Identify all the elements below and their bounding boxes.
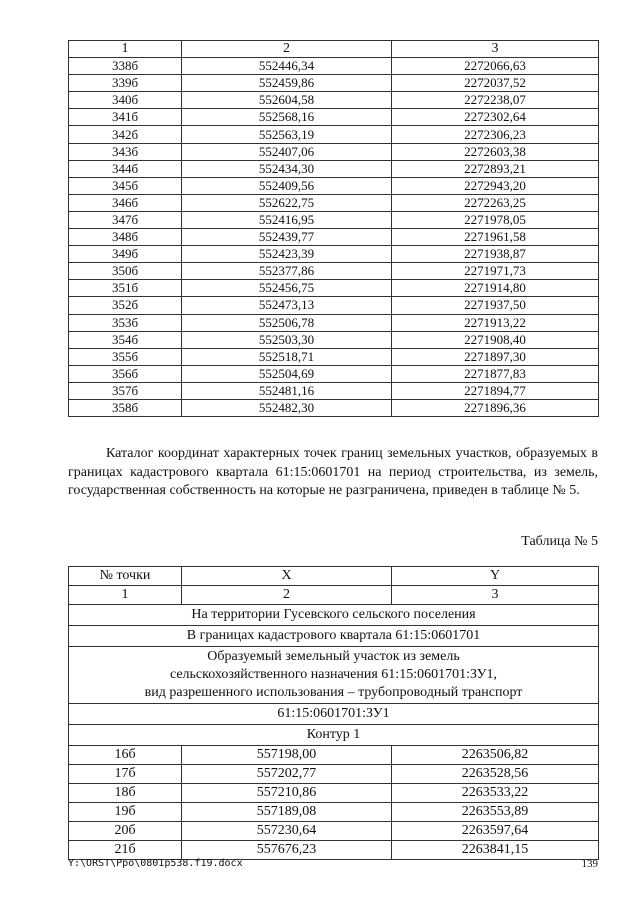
y-coordinate-cell: 2263553,89 (392, 803, 599, 822)
point-id-cell: 338б (69, 58, 182, 75)
y-coordinate-cell: 2263506,82 (392, 746, 599, 765)
x-coordinate-cell: 552446,34 (182, 58, 392, 75)
table-row (69, 822, 599, 841)
x-coordinate-cell: 552504,69 (182, 365, 392, 382)
point-id-cell: 348б (69, 229, 182, 246)
y-coordinate-cell: 2271908,40 (392, 331, 599, 348)
x-coordinate-cell: 552377,86 (182, 263, 392, 280)
point-id-cell: 351б (69, 280, 182, 297)
column-header-x: X (182, 567, 392, 586)
x-coordinate-cell: 557676,23 (182, 841, 392, 860)
y-coordinate-cell: 2272263,25 (392, 194, 599, 211)
y-coordinate-cell: 2271913,22 (392, 314, 599, 331)
table-row (69, 58, 599, 75)
y-coordinate-cell: 2271897,30 (392, 348, 599, 365)
section-parcel-number: 61:15:0601701:ЗУ1 (69, 704, 599, 725)
point-id-cell: 342б (69, 126, 182, 143)
point-id-cell: 18б (69, 784, 182, 803)
table-row (69, 92, 599, 109)
table-columns-row (69, 567, 599, 586)
table-header-row (69, 41, 599, 58)
point-id-cell: 352б (69, 297, 182, 314)
y-coordinate-cell: 2271938,87 (392, 246, 599, 263)
table-row (69, 229, 599, 246)
table-row (69, 365, 599, 382)
x-coordinate-cell: 552503,30 (182, 331, 392, 348)
section-row (69, 605, 599, 626)
file-path: Y:\ORST\Ppo\0801p538.f19.docx (68, 858, 243, 869)
x-coordinate-cell: 552456,75 (182, 280, 392, 297)
point-id-cell: 349б (69, 246, 182, 263)
table-row (69, 109, 599, 126)
x-coordinate-cell: 552482,30 (182, 399, 392, 416)
y-coordinate-cell: 2263597,64 (392, 822, 599, 841)
table-row (69, 160, 599, 177)
section-contour: Контур 1 (69, 725, 599, 746)
y-coordinate-cell: 2271937,50 (392, 297, 599, 314)
coordinates-table-5 (68, 566, 599, 860)
section-quarter: В границах кадастрового квартала 61:15:0601701 (69, 626, 599, 647)
x-coordinate-cell: 552622,75 (182, 194, 392, 211)
section-row (69, 704, 599, 725)
y-coordinate-cell: 2263533,22 (392, 784, 599, 803)
x-coordinate-cell: 552518,71 (182, 348, 392, 365)
table-row (69, 194, 599, 211)
x-coordinate-cell: 552409,56 (182, 177, 392, 194)
section-parcel-description (69, 647, 599, 704)
table-row (69, 348, 599, 365)
column-number: 3 (392, 586, 599, 605)
x-coordinate-cell: 552568,16 (182, 109, 392, 126)
table-row (69, 331, 599, 348)
y-coordinate-cell: 2271978,05 (392, 211, 599, 228)
table-row (69, 382, 599, 399)
table-row (69, 177, 599, 194)
parcel-line: вид разрешенного использования – трубопроводный транспорт (144, 685, 523, 700)
point-id-cell: 343б (69, 143, 182, 160)
paragraph-text: Каталог координат характерных точек границ земельных участков, образуемых в границах кадастрового квартала 61:15:0601701 на период строительства, из земель, государственная собственность на которые не разграничена, приведен в таблице № 5. (68, 446, 598, 498)
point-id-cell: 357б (69, 382, 182, 399)
page-number: 139 (581, 858, 598, 870)
column-number: 1 (69, 586, 182, 605)
y-coordinate-cell: 2272893,21 (392, 160, 599, 177)
point-id-cell: 358б (69, 399, 182, 416)
point-id-cell: 17б (69, 765, 182, 784)
table-row (69, 75, 599, 92)
y-coordinate-cell: 2263841,15 (392, 841, 599, 860)
point-id-cell: 350б (69, 263, 182, 280)
x-coordinate-cell: 552459,86 (182, 75, 392, 92)
table-row (69, 211, 599, 228)
table-row (69, 399, 599, 416)
table-row (69, 314, 599, 331)
point-id-cell: 339б (69, 75, 182, 92)
point-id-cell: 16б (69, 746, 182, 765)
point-id-cell: 355б (69, 348, 182, 365)
y-coordinate-cell: 2272302,64 (392, 109, 599, 126)
header-cell: 2 (182, 41, 392, 58)
x-coordinate-cell: 552506,78 (182, 314, 392, 331)
x-coordinate-cell: 557210,86 (182, 784, 392, 803)
x-coordinate-cell: 552439,77 (182, 229, 392, 246)
x-coordinate-cell: 552434,30 (182, 160, 392, 177)
x-coordinate-cell: 552604,58 (182, 92, 392, 109)
x-coordinate-cell: 557189,08 (182, 803, 392, 822)
column-number: 2 (182, 586, 392, 605)
section-row (69, 647, 599, 704)
table-row (69, 297, 599, 314)
y-coordinate-cell: 2263528,56 (392, 765, 599, 784)
table-row (69, 246, 599, 263)
y-coordinate-cell: 2271914,80 (392, 280, 599, 297)
x-coordinate-cell: 552473,13 (182, 297, 392, 314)
coordinates-table-continued (68, 40, 599, 417)
table-row (69, 803, 599, 822)
x-coordinate-cell: 552563,19 (182, 126, 392, 143)
x-coordinate-cell: 552423,39 (182, 246, 392, 263)
point-id-cell: 356б (69, 365, 182, 382)
y-coordinate-cell: 2272306,23 (392, 126, 599, 143)
point-id-cell: 341б (69, 109, 182, 126)
x-coordinate-cell: 557198,00 (182, 746, 392, 765)
section-row (69, 626, 599, 647)
point-id-cell: 353б (69, 314, 182, 331)
header-cell: 3 (392, 41, 599, 58)
section-row (69, 725, 599, 746)
catalog-paragraph (68, 445, 598, 501)
y-coordinate-cell: 2271894,77 (392, 382, 599, 399)
y-coordinate-cell: 2272238,07 (392, 92, 599, 109)
y-coordinate-cell: 2271896,36 (392, 399, 599, 416)
point-id-cell: 347б (69, 211, 182, 228)
y-coordinate-cell: 2271971,73 (392, 263, 599, 280)
point-id-cell: 354б (69, 331, 182, 348)
y-coordinate-cell: 2272066,63 (392, 58, 599, 75)
point-id-cell: 21б (69, 841, 182, 860)
section-settlement: На территории Гусевского сельского поселения (69, 605, 599, 626)
y-coordinate-cell: 2271877,83 (392, 365, 599, 382)
y-coordinate-cell: 2272603,38 (392, 143, 599, 160)
table-row (69, 126, 599, 143)
point-id-cell: 346б (69, 194, 182, 211)
column-header-point: № точки (69, 567, 182, 586)
x-coordinate-cell: 557202,77 (182, 765, 392, 784)
x-coordinate-cell: 552481,16 (182, 382, 392, 399)
table-row (69, 143, 599, 160)
y-coordinate-cell: 2271961,58 (392, 229, 599, 246)
x-coordinate-cell: 552416,95 (182, 211, 392, 228)
x-coordinate-cell: 552407,06 (182, 143, 392, 160)
point-id-cell: 344б (69, 160, 182, 177)
y-coordinate-cell: 2272943,20 (392, 177, 599, 194)
table-row (69, 263, 599, 280)
point-id-cell: 19б (69, 803, 182, 822)
table-row (69, 765, 599, 784)
parcel-line: сельскохозяйственного назначения 61:15:0601701:ЗУ1, (169, 667, 498, 682)
point-id-cell: 340б (69, 92, 182, 109)
table-caption: Таблица № 5 (521, 534, 598, 549)
table-numbers-row (69, 586, 599, 605)
x-coordinate-cell: 557230,64 (182, 822, 392, 841)
table-row (69, 841, 599, 860)
parcel-line: Образуемый земельный участок из земель (207, 649, 460, 664)
table-row (69, 280, 599, 297)
point-id-cell: 345б (69, 177, 182, 194)
y-coordinate-cell: 2272037,52 (392, 75, 599, 92)
table-row (69, 746, 599, 765)
header-cell: 1 (69, 41, 182, 58)
point-id-cell: 20б (69, 822, 182, 841)
column-header-y: Y (392, 567, 599, 586)
table-row (69, 784, 599, 803)
